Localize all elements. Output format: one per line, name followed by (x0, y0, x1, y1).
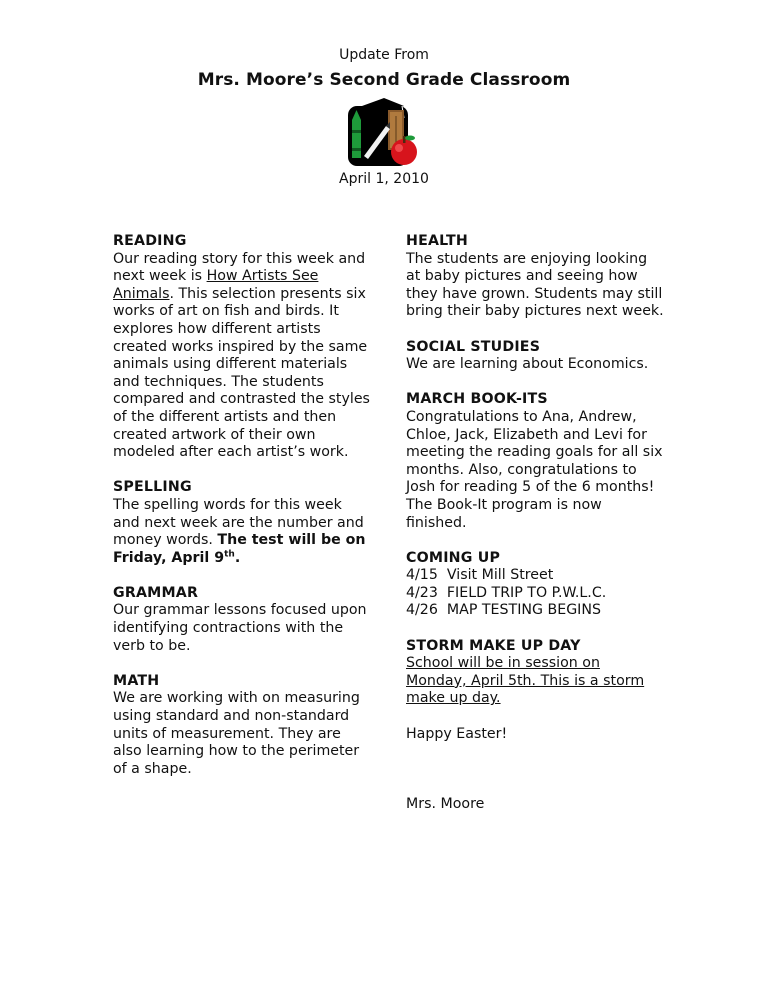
update-from-label: Update From (339, 47, 429, 63)
social-studies-body: We are learning about Economics. (406, 356, 649, 373)
social-studies-section (406, 339, 664, 374)
event-item: 4/15 Visit Mill Street (406, 567, 554, 584)
math-body: We are working with on measuring using standard and non-standard units of measurement. They are also learning how to the perimeter of a shape. (113, 690, 360, 777)
reading-section (113, 233, 371, 462)
book-its-body: Congratulations to Ana, Andrew, Chloe, Jack, Elizabeth and Levi for meeting the reading goals for all six months. Also, congratulations to Josh for reading 5 of the 6 months! The Book-It program is now finished. (406, 408, 663, 531)
math-heading: MATH (113, 672, 160, 689)
book-its-heading: MARCH BOOK-ITS (406, 391, 548, 408)
coming-up-section (406, 550, 664, 620)
social-studies-heading: SOCIAL STUDIES (406, 338, 541, 355)
grammar-heading: GRAMMAR (113, 584, 199, 601)
newsletter-header (0, 46, 768, 188)
math-section (113, 673, 371, 779)
reading-body (113, 251, 371, 462)
spelling-body (113, 497, 371, 567)
classroom-title: Mrs. Moore’s Second Grade Classroom (197, 70, 571, 90)
right-column (406, 233, 664, 813)
spelling-text: The spelling words for this week and next week are the number and money words. (113, 496, 364, 549)
grammar-section (113, 585, 371, 655)
event-item: 4/23 FIELD TRIP TO P.W.L.C. (406, 584, 607, 601)
spelling-section (113, 479, 371, 567)
health-body: The students are enjoying looking at baby pictures and seeing how they have grown. Students may still bring their baby pictures next week. (406, 250, 664, 320)
health-heading: HEALTH (406, 233, 468, 249)
signature: Mrs. Moore (406, 795, 485, 812)
spelling-test-text: The test will be on Friday, April 9 (113, 532, 366, 566)
spelling-heading: SPELLING (113, 479, 192, 496)
book-its-section (406, 391, 664, 532)
event-item: 4/26 MAP TESTING BEGINS (406, 602, 601, 619)
left-column (113, 233, 371, 796)
reading-text-1: Our reading story for this week and next week is (113, 250, 366, 285)
reading-book-title: How Artists See Animals (113, 268, 319, 302)
newsletter-date: April 1, 2010 (339, 171, 429, 187)
coming-up-heading: COMING UP (406, 549, 501, 566)
storm-section (406, 638, 664, 708)
reading-text-2: . This selection presents six works of art on fish and birds. It explores how different artists created works inspired by the same animals using different materials and techniques. The students compared and contrasted the styles of the different artists and then created artwork of their own modeled after each artist’s work. (113, 285, 370, 461)
signature-spacer (406, 761, 664, 796)
school-clipart-icon (344, 96, 424, 168)
spelling-test-end: . (234, 549, 241, 566)
health-section (406, 233, 664, 321)
storm-body: School will be in session on Monday, April 5th. This is a storm make up day. (406, 655, 645, 707)
spelling-test-sup: th (224, 548, 235, 559)
reading-heading: READING (113, 233, 187, 249)
storm-heading: STORM MAKE UP DAY (406, 637, 581, 654)
grammar-body: Our grammar lessons focused upon identifying contractions with the verb to be. (113, 602, 367, 654)
greeting: Happy Easter! (406, 725, 508, 742)
